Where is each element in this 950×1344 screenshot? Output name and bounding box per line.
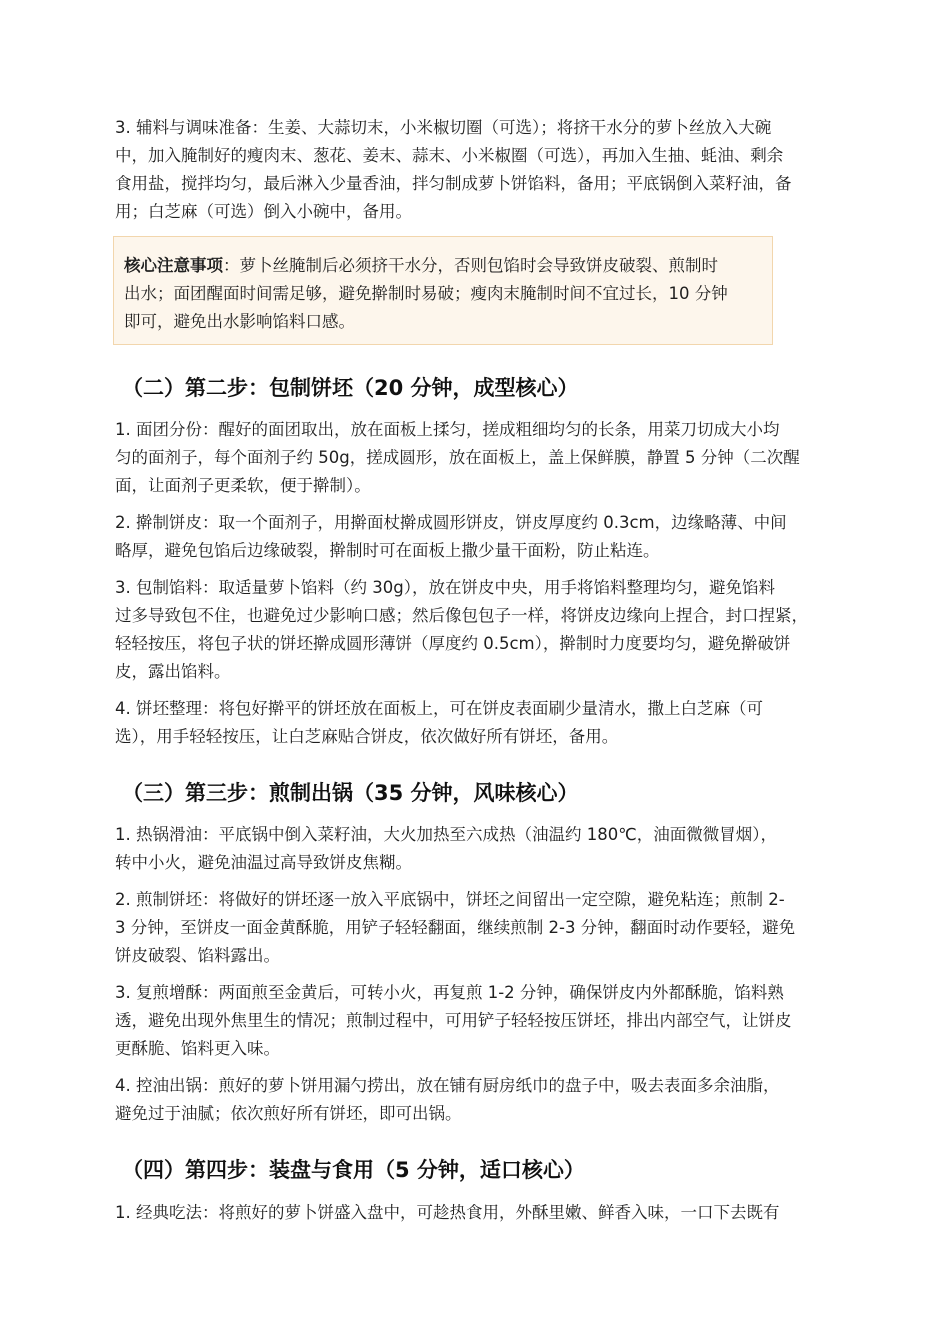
text-line: 透，避免出现外焦里生的情况；煎制过程中，可用铲子轻轻按压饼坯，排出内部空气，让饼皮 bbox=[115, 1011, 792, 1030]
text-line: 皮，露出馅料。 bbox=[115, 662, 231, 681]
text-line: 中，加入腌制好的瘦肉末、葱花、姜末、蒜末、小米椒圈（可选），再加入生抽、蚝油、剩余 bbox=[115, 146, 784, 165]
step-paragraph bbox=[115, 416, 845, 500]
note-box bbox=[113, 236, 773, 345]
text-line: 4. 控油出锅：煎好的萝卜饼用漏勺捞出，放在铺有厨房纸巾的盘子中，吸去表面多余油脂， bbox=[115, 1076, 780, 1095]
text-line: 匀的面剂子，每个面剂子约 50g，搓成圆形，放在面板上，盖上保鲜膜，静置 5 分钟（二次醒 bbox=[115, 448, 800, 467]
step-paragraph bbox=[115, 509, 845, 565]
text-line: 选），用手轻轻按压，让白芝麻贴合饼皮，依次做好所有饼坯，备用。 bbox=[115, 727, 619, 746]
text-line: 用；白芝麻（可选）倒入小碗中，备用。 bbox=[115, 202, 412, 221]
text-line: 1. 热锅滑油：平底锅中倒入菜籽油，大火加热至六成热（油温约 180℃，油面微微冒烟）， bbox=[115, 825, 778, 844]
text-line: 避免过于油腻；依次煎好所有饼坯，即可出锅。 bbox=[115, 1104, 462, 1123]
text-line: 2. 擀制饼皮：取一个面剂子，用擀面杖擀成圆形饼皮，饼皮厚度约 0.3cm，边缘略薄、中间 bbox=[115, 513, 787, 532]
step-paragraph bbox=[115, 979, 845, 1063]
section-heading: （二）第二步：包制饼坯（20 分钟，成型核心） bbox=[122, 376, 579, 400]
step-paragraph bbox=[115, 695, 845, 751]
text-line: 4. 饼坯整理：将包好擀平的饼坯放在面板上，可在饼皮表面刷少量清水，撒上白芝麻（可 bbox=[115, 699, 763, 718]
text-line: 3. 辅料与调味准备：生姜、大蒜切末，小米椒切圈（可选）；将挤干水分的萝卜丝放入大碗 bbox=[115, 118, 772, 137]
text-line: 过多导致包不住，也避免过少影响口感；然后像包包子一样，将饼皮边缘向上捏合，封口捏紧， bbox=[115, 606, 808, 625]
text-line: 3. 包制馅料：取适量萝卜馅料（约 30g），放在饼皮中央，用手将馅料整理均匀，避免馅料 bbox=[115, 578, 775, 597]
step-paragraph bbox=[115, 114, 845, 226]
section-heading: （四）第四步：装盘与食用（5 分钟，适口核心） bbox=[122, 1158, 585, 1182]
step-paragraph bbox=[115, 574, 845, 686]
note-text: ：萝卜丝腌制后必须挤干水分，否则包馅时会导致饼皮破裂、煎制时 bbox=[223, 256, 718, 275]
step-paragraph bbox=[115, 821, 845, 877]
text-line: 3 分钟，至饼皮一面金黄酥脆，用铲子轻轻翻面，继续煎制 2-3 分钟，翻面时动作要轻，避免 bbox=[115, 918, 796, 937]
text-line: 1. 经典吃法：将煎好的萝卜饼盛入盘中，可趁热食用，外酥里嫩、鲜香入味，一口下去既有 bbox=[115, 1203, 780, 1222]
note-line: 出水；面团醒面时间需足够，避免擀制时易破；瘦肉末腌制时间不宜过长，10 分钟 bbox=[124, 284, 728, 303]
text-line: 略厚，避免包馅后边缘破裂，擀制时可在面板上撒少量干面粉，防止粘连。 bbox=[115, 541, 660, 560]
note-line bbox=[124, 252, 728, 280]
text-line: 食用盐，搅拌均匀，最后淋入少量香油，拌匀制成萝卜饼馅料，备用；平底锅倒入菜籽油，备 bbox=[115, 174, 792, 193]
text-line: 饼皮破裂、馅料露出。 bbox=[115, 946, 280, 965]
text-line: 面，让面剂子更柔软，便于擀制）。 bbox=[115, 476, 371, 495]
text-line: 1. 面团分份：醒好的面团取出，放在面板上揉匀，搓成粗细均匀的长条，用菜刀切成大小均 bbox=[115, 420, 780, 439]
step-paragraph bbox=[115, 1072, 845, 1128]
text-line: 轻轻按压，将包子状的饼坯擀成圆形薄饼（厚度约 0.5cm），擀制时力度要均匀，避免擀破饼 bbox=[115, 634, 791, 653]
section-heading: （三）第三步：煎制出锅（35 分钟，风味核心） bbox=[122, 781, 579, 805]
note-label: 核心注意事项 bbox=[124, 256, 223, 275]
note-line: 即可，避免出水影响馅料口感。 bbox=[124, 312, 355, 331]
text-line: 更酥脆、馅料更入味。 bbox=[115, 1039, 280, 1058]
step-paragraph bbox=[115, 886, 845, 970]
step-paragraph bbox=[115, 1199, 845, 1227]
text-line: 转中小火，避免油温过高导致饼皮焦糊。 bbox=[115, 853, 412, 872]
text-line: 2. 煎制饼坯：将做好的饼坯逐一放入平底锅中，饼坯之间留出一定空隙，避免粘连；煎制 2- bbox=[115, 890, 785, 909]
text-line: 3. 复煎增酥：两面煎至金黄后，可转小火，再复煎 1-2 分钟，确保饼皮内外都酥脆，馅料熟 bbox=[115, 983, 784, 1002]
